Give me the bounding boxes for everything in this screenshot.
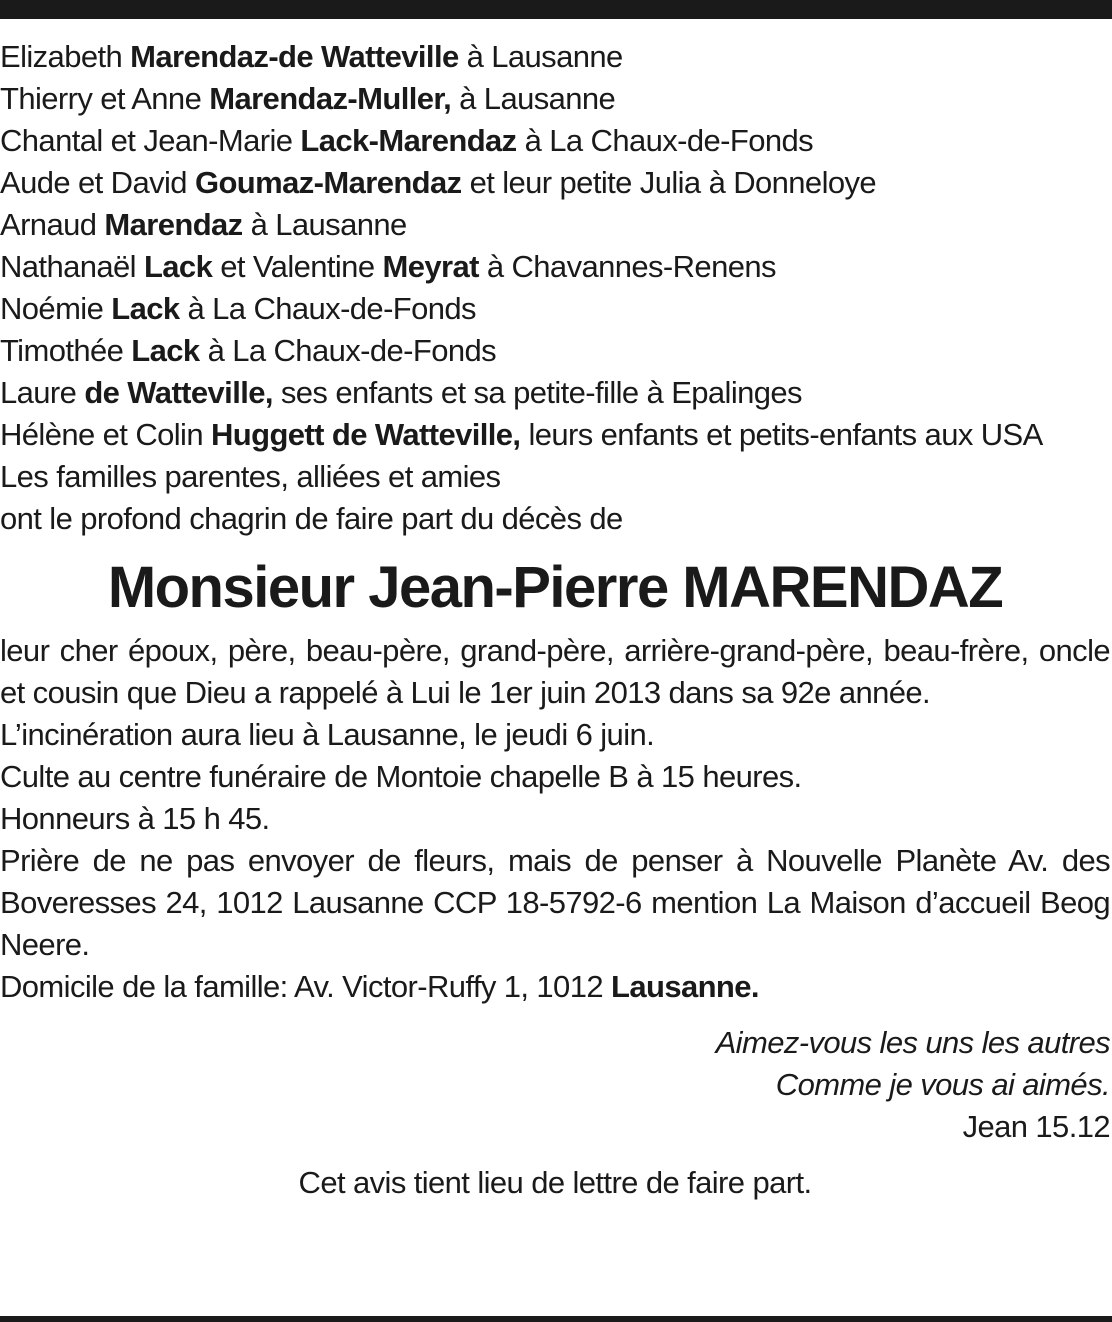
- deceased-description: leur cher époux, père, beau-père, grand-père, arrière-grand-père, beau-frère, oncle et cousin que Dieu a rappelé à Lui le 1er juin 2013 dans sa 92e année.: [0, 633, 1110, 710]
- deceased-name: Monsieur Jean-Pierre MARENDAZ: [107, 555, 1003, 620]
- family-line: Arnaud Marendaz à Lausanne: [0, 207, 407, 242]
- closing-note: Cet avis tient lieu de lettre de faire part.: [298, 1165, 812, 1200]
- family-line: Noémie Lack à La Chaux-de-Fonds: [0, 291, 476, 326]
- top-rule: [0, 0, 1112, 19]
- verse-line: Comme je vous ai aimés.: [775, 1067, 1110, 1102]
- service-info: Culte au centre funéraire de Montoie chapelle B à 15 heures.: [0, 759, 802, 794]
- cremation-info: L’incinération aura lieu à Lausanne, le jeudi 6 juin.: [0, 717, 655, 752]
- donation-request: Prière de ne pas envoyer de fleurs, mais de penser à Nouvelle Planète Av. des Boveresses 24, 1012 Lausanne CCP 18-5792-6 mention La Maison d’accueil Beog Neere.: [0, 843, 1110, 962]
- announcement: ont le profond chagrin de faire part du décès de: [0, 501, 623, 536]
- verse-line: Aimez-vous les uns les autres: [715, 1025, 1110, 1060]
- bottom-rule: [0, 1316, 1112, 1322]
- verse-reference: Jean 15.12: [962, 1109, 1110, 1144]
- family-domicile: Domicile de la famille: Av. Victor-Ruffy 1, 1012 Lausanne.: [0, 969, 759, 1004]
- family-line: Aude et David Goumaz-Marendaz et leur petite Julia à Donneloye: [0, 165, 877, 200]
- honours-info: Honneurs à 15 h 45.: [0, 801, 270, 836]
- obituary-notice: [0, 36, 1110, 1204]
- family-line: Nathanaël Lack et Valentine Meyrat à Chavannes-Renens: [0, 249, 776, 284]
- bible-verse: [0, 1022, 1110, 1148]
- family-line: Chantal et Jean-Marie Lack-Marendaz à La Chaux-de-Fonds: [0, 123, 814, 158]
- family-line: Timothée Lack à La Chaux-de-Fonds: [0, 333, 497, 368]
- family-line: Laure de Watteville, ses enfants et sa petite-fille à Epalinges: [0, 375, 802, 410]
- family-line: Hélène et Colin Huggett de Watteville, leurs enfants et petits-enfants aux USA: [0, 417, 1043, 452]
- family-line: Elizabeth Marendaz-de Watteville à Lausanne: [0, 39, 623, 74]
- family-general: Les familles parentes, alliées et amies: [0, 459, 501, 494]
- family-line: Thierry et Anne Marendaz-Muller, à Lausanne: [0, 81, 616, 116]
